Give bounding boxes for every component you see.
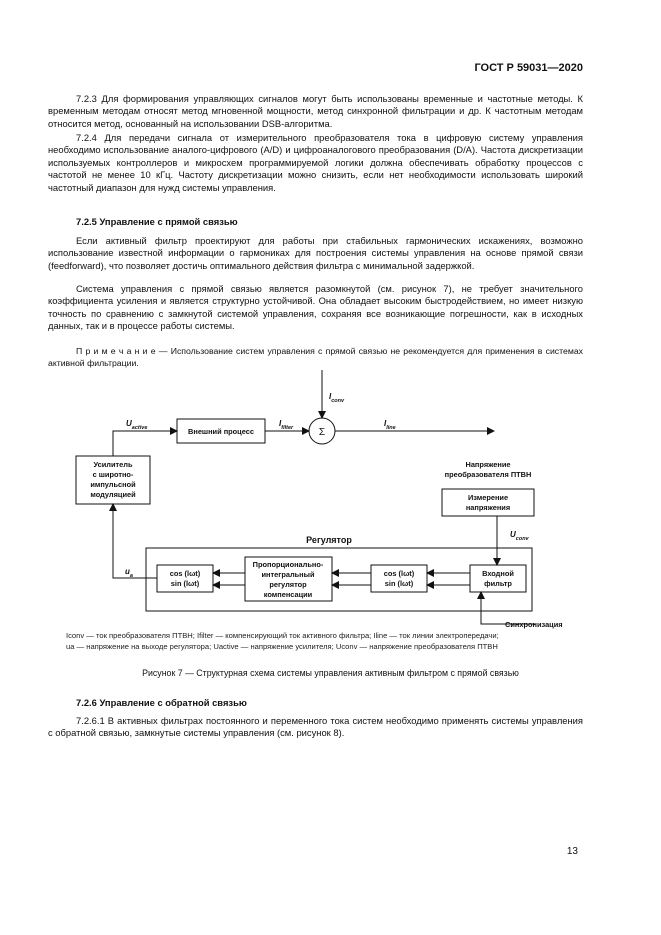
u-active-subscript: active bbox=[131, 425, 148, 431]
document-header: ГОСТ Р 59031—2020 bbox=[474, 62, 583, 74]
u-active-line bbox=[113, 431, 177, 456]
ua-line bbox=[113, 504, 157, 578]
i-line-subscript: line bbox=[386, 425, 396, 431]
pi-line-1: Пропорционально- bbox=[252, 560, 324, 569]
i-conv-symbol: I bbox=[329, 392, 332, 401]
input-filter-line-2: фильтр bbox=[484, 579, 512, 588]
figure-caption: Рисунок 7 — Структурная схема системы управления активным фильтром с прямой связью bbox=[142, 668, 519, 678]
pi-line-3: регулятор bbox=[269, 580, 307, 589]
u-conv-subscript: conv bbox=[515, 536, 529, 542]
pi-line-4: компенсации bbox=[263, 590, 313, 599]
paragraph-7-2-4: 7.2.4 Для передачи сигнала от измерительного преобразователя тока в цифровую систему управления необходимо использование аналого-цифрового (A/D) и цифроаналогового преобразования (D/A). Частота дискретизации используемых контроллеров и микросхем программируемой логики должна обеспечивать обработку процессов с частотой не менее 10 кГц. Частоту дискретизации можно снизить, если нет необходимости использовать широкий частотный диапазон для нужд системы управления. bbox=[48, 132, 583, 193]
regulator-title: Регулятор bbox=[306, 535, 352, 545]
u-conv-symbol: U bbox=[510, 530, 516, 539]
amplifier-line-1: Усилитель bbox=[93, 460, 133, 469]
heading-7-2-6: 7.2.6 Управление с обратной связью bbox=[76, 697, 247, 708]
amplifier-line-4: модуляцией bbox=[90, 490, 136, 499]
i-line-symbol: I bbox=[384, 419, 387, 428]
paragraph-7-2-3: 7.2.3 Для формирования управляющих сигналов могут быть использованы временные и частотные методы. К временным методам относят метод мгновенной мощности, метод синхронной фильтрации и др. К частотным методам относится метод, основанный на использовании DSB-алгоритма. bbox=[48, 93, 583, 129]
ua-label bbox=[125, 567, 133, 579]
legend-line-2: ua — напряжение на выходе регулятора; Uactive — напряжение усилителя; Uconv — напряжение преобразователя ПТВН bbox=[66, 642, 498, 651]
measure-block-line-2: напряжения bbox=[465, 503, 511, 512]
i-filter-subscript: filter bbox=[281, 425, 294, 431]
cos-right: cos (lωt) bbox=[383, 569, 415, 578]
amplifier-line-2: с широтно- bbox=[92, 470, 134, 479]
sensor-label-line-1: Напряжение bbox=[465, 460, 511, 469]
input-filter-line-1: Входной bbox=[482, 569, 514, 578]
u-conv-label bbox=[510, 530, 530, 542]
pi-line-2: интегральный bbox=[261, 570, 315, 579]
note-text: — Использование систем управления с прямой связью не рекомендуется для применения в системах активной фильтрации. bbox=[48, 346, 584, 368]
u-active-symbol: U bbox=[126, 419, 132, 428]
sum-symbol: Σ bbox=[318, 427, 326, 438]
i-filter-label bbox=[279, 419, 294, 431]
heading-7-2-5: 7.2.5 Управление с прямой связью bbox=[76, 216, 238, 227]
sync-label: Синхронизация bbox=[505, 620, 563, 629]
sin-right: sin (lωt) bbox=[384, 579, 414, 588]
sin-left: sin (lωt) bbox=[170, 579, 200, 588]
ua-symbol: u bbox=[125, 567, 130, 576]
u-active-label bbox=[126, 419, 147, 431]
external-process-label: Внешний процесс bbox=[188, 427, 254, 436]
i-filter-symbol: I bbox=[279, 419, 282, 428]
sensor-label-line-2: преобразователя ПТВН bbox=[444, 470, 532, 479]
i-conv-subscript: conv bbox=[331, 398, 345, 404]
cos-left: cos (lωt) bbox=[169, 569, 201, 578]
figure-legend bbox=[66, 630, 586, 652]
page-number: 13 bbox=[566, 846, 578, 857]
ua-subscript: a bbox=[129, 573, 133, 579]
paragraph-7-2-6-1: 7.2.6.1 В активных фильтрах постоянного и переменного тока систем необходимо применять системы управления с обратной связью, замкнутые системы управления (см. рисунок 8). bbox=[48, 715, 583, 739]
i-conv-label bbox=[329, 392, 345, 404]
paragraph-7-2-5-a: Если активный фильтр проектируют для работы при стабильных гармонических искажениях, возможно использование известной информации о гармониках для построения системы управления на основе прямой связи (feedforward), что позволяет достичь оптимального действия фильтра с минимальной задержкой. bbox=[48, 235, 583, 271]
legend-line-1: Iconv — ток преобразователя ПТВН; Ifilter — компенсирующий ток активного фильтра; Iline — ток линии электропередачи; bbox=[66, 631, 499, 640]
measure-block-line-1: Измерение bbox=[467, 493, 509, 502]
i-line-label bbox=[384, 419, 396, 431]
amplifier-line-3: импульсной bbox=[90, 480, 136, 489]
paragraph-7-2-5-b: Система управления с прямой связью является разомкнутой (см. рисунок 7), не требует значительного коэффициента усиления и является структурно устойчивой. Она обладает высоким быстродействием, но имеет низкую точность по сравнению с замкнутой системой управления, сохраняя все возникающие погрешности, как в исходных данных, так и в процессе работы системы. bbox=[48, 283, 583, 332]
note-label: П р и м е ч а н и е bbox=[76, 346, 156, 356]
